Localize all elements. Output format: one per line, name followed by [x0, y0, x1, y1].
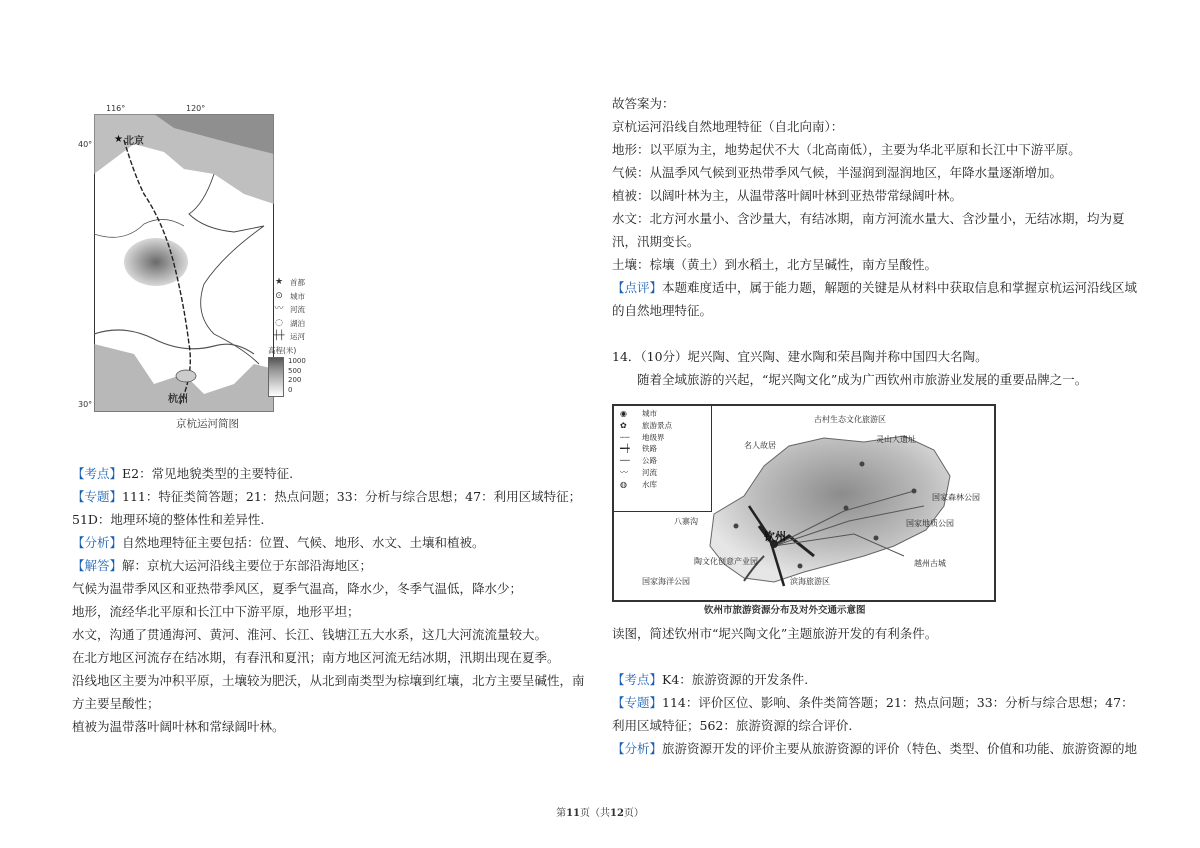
zhuanti-tag: 【专题】 [72, 489, 123, 504]
legend-row-lake [268, 317, 306, 331]
label-forest: 国家森林公园 [932, 493, 980, 502]
city-hangzhou: 杭州 [168, 394, 188, 405]
legend-label: 公路 [642, 456, 657, 466]
footer-post: 页） [623, 808, 644, 819]
dianping-paragraph [612, 276, 1142, 322]
answer-soil: 土壤：棕壤（黄土）到水稻土，北方呈碱性，南方呈酸性。 [612, 257, 938, 272]
label-lingshan: 灵山人遗址 [876, 435, 916, 444]
zhuanti-text-2: 114：评价区位、影响、条件类简答题；21：热点问题；33：分析与综合思想；47：利用区域特征；562：旅游资源的综合评价. [612, 695, 1134, 733]
fenxi-tag-2: 【分析】 [612, 741, 663, 756]
legend-row-boundary [620, 432, 711, 444]
legend-row-scenic [620, 420, 711, 432]
jieda-text: 解：京杭大运河沿线主要位于东部沿海地区； [122, 558, 373, 573]
question-14: 14．（10分）坭兴陶、宜兴陶、建水陶和荣昌陶并称中国四大名陶。 [612, 349, 988, 364]
left-map-legend [268, 276, 306, 397]
label-sea-park: 国家海洋公园 [642, 577, 690, 586]
answer-heading: 京杭运河沿线自然地理特征（自北向南）： [612, 119, 844, 134]
legend-label: 河流 [642, 467, 657, 477]
legend-row-railway [620, 443, 711, 455]
dianping-tag: 【点评】 [612, 280, 663, 295]
kaodian-text: E2：常见地貌类型的主要特征. [122, 466, 294, 481]
legend-label: 城市 [642, 409, 657, 418]
lake-icon: ◌ [275, 317, 283, 328]
kaodian-paragraph [72, 462, 592, 485]
label-ancient-city: 越州古城 [914, 559, 946, 568]
jieda-paragraph [72, 554, 592, 577]
elevation-500: 500 [288, 366, 302, 375]
label-pottery-park: 陶文化创意产业园 [694, 557, 758, 566]
footer-pre: 第 [556, 808, 567, 819]
lon-label-116: 116° [106, 104, 126, 113]
page-number: 11 [566, 808, 580, 819]
legend-label: 铁路 [642, 444, 657, 454]
answer-terrain: 地形：以平原为主，地势起伏不大（北高南低），主要为华北平原和长江中下游平原。 [612, 142, 1081, 157]
legend-row-reservoir [620, 479, 711, 491]
kaodian-paragraph-2 [612, 668, 1142, 691]
star-icon: ★ [274, 277, 284, 287]
legend-label: 首都 [290, 278, 305, 287]
right-map-legend [614, 406, 712, 512]
legend-row-canal [268, 330, 306, 344]
zhuanti-tag-2: 【专题】 [612, 695, 663, 710]
kaodian-tag-2: 【考点】 [612, 672, 663, 687]
kaodian-tag: 【考点】 [72, 466, 123, 481]
vegetation-line: 植被为温带落叶阔叶林和常绿阔叶林。 [72, 719, 285, 734]
elevation-scale [268, 357, 284, 397]
legend-label: 运河 [290, 332, 305, 341]
legend-label: 湖泊 [290, 318, 305, 328]
label-geo: 国家地质公园 [906, 519, 954, 528]
svg-text:★: ★ [114, 134, 123, 145]
right-map-caption: 钦州市旅游资源分布及对外交通示意图 [704, 605, 866, 616]
answer-hydrology: 水文：北方河水量小、含沙量大，有结冰期，南方河流水量大、含沙量小，无结冰期，均为夏汛，汛期变长。 [612, 211, 1125, 249]
city-dot-icon: ⊙ [275, 290, 283, 301]
zhuanti-paragraph-2 [612, 691, 1142, 737]
question-14-prompt: 读图，简述钦州市“坭兴陶文化”主题旅游开发的有利条件。 [612, 626, 938, 641]
freeze-line: 在北方地区河流存在结冰期，有春汛和夏汛；南方地区河流无结冰期，汛期出现在夏季。 [72, 650, 560, 665]
legend-row-city [268, 290, 306, 304]
fenxi-tag: 【分析】 [72, 535, 123, 550]
right-column-lower [612, 622, 1142, 760]
label-qinzhou: 钦州 [764, 530, 786, 543]
footer-mid: 页（共 [580, 808, 610, 819]
legend-row-city [620, 408, 711, 420]
legend-row-river [620, 467, 711, 479]
railway-icon: ━┿ [620, 444, 630, 454]
soil-line: 沿线地区主要为冲积平原，土壤较为肥沃，从北到南类型为棕壤到红壤，北方主要呈碱性，南方主要呈酸性； [72, 673, 585, 711]
zhuanti-text: 111：特征类简答题；21：热点问题；33：分析与综合思想；47：利用区域特征；51D：地理环境的整体性和差异性. [72, 489, 582, 527]
left-map-caption: 京杭运河简图 [176, 418, 239, 430]
elevation-0: 0 [288, 385, 293, 394]
fenxi-text-2: 旅游资源开发的评价主要从旅游资源的评价（特色、类型、价值和功能、旅游资源的地 [662, 741, 1138, 756]
legend-label: 城市 [290, 291, 305, 301]
legend-row-river [268, 303, 306, 317]
question-14-context: 随着全域旅游的兴起，“坭兴陶文化”成为广西钦州市旅游业发展的重要品牌之一。 [637, 372, 1088, 387]
lat-label-40: 40° [78, 140, 93, 149]
legend-label: 河流 [290, 305, 305, 314]
legend-label: 地级界 [642, 432, 665, 442]
answer-vegetation: 植被：以阔叶林为主，从温带落叶阔叶林到亚热带常绿阔叶林。 [612, 188, 963, 203]
fenxi-text: 自然地理特征主要包括：位置、气候、地形、水文、土壤和植被。 [122, 535, 485, 550]
elevation-1000: 1000 [288, 357, 306, 365]
climate-line: 气候为温带季风区和亚热带季风区，夏季气温高，降水少，冬季气温低，降水少； [72, 581, 523, 596]
road-icon: ── [620, 456, 630, 466]
boundary-icon: ┄┄ [620, 432, 630, 442]
canal-icon: ┼┼ [273, 331, 285, 341]
dianping-text: 本题难度适中，属于能力题，解题的关键是从材料中获取信息和掌握京杭运河沿线区域的自然地理特征。 [612, 280, 1138, 318]
label-bay: 滨海旅游区 [790, 577, 830, 586]
jieda-tag: 【解答】 [72, 558, 123, 573]
hydrology-line: 水文，沟通了贯通海河、黄河、淮河、长江、钱塘江五大水系，这几大河流流量较大。 [72, 627, 548, 642]
elevation-title: 高程(米) [268, 345, 297, 355]
map-frame [94, 114, 274, 412]
elevation-200: 200 [288, 376, 302, 384]
qinzhou-tourism-map [612, 404, 996, 602]
reservoir-icon: ◍ [620, 479, 627, 489]
zhuanti-paragraph [72, 485, 592, 531]
answer-intro: 故答案为： [612, 96, 675, 111]
city-icon: ◉ [620, 409, 627, 418]
label-mingren: 名人故居 [744, 441, 776, 450]
answer-climate: 气候：从温季风气候到亚热带季风气候，半湿润到湿润地区，年降水量逐渐增加。 [612, 165, 1063, 180]
label-bazhai: 八寨沟 [674, 517, 698, 526]
river-icon: 〰 [620, 467, 628, 477]
kaodian-text-2: K4：旅游资源的开发条件. [662, 672, 809, 687]
city-beijing: 北京 [124, 136, 144, 147]
label-guchun: 古村生态文化旅游区 [814, 415, 886, 424]
river-icon: 〰 [274, 304, 284, 314]
fenxi-paragraph-2 [612, 737, 1142, 760]
legend-row-capital [268, 276, 306, 290]
scenic-spot-icon: ✿ [620, 420, 627, 430]
right-column [612, 92, 1142, 391]
lon-label-120: 120° [186, 104, 206, 113]
legend-label: 水库 [642, 479, 657, 489]
terrain-line: 地形，流经华北平原和长江中下游平原，地形平坦； [72, 604, 360, 619]
fenxi-paragraph [72, 531, 592, 554]
page-footer [0, 804, 1200, 819]
page-total: 12 [610, 808, 624, 819]
left-column [72, 462, 592, 738]
legend-row-road [620, 455, 711, 467]
legend-label: 旅游景点 [642, 420, 672, 430]
lat-label-30: 30° [78, 400, 93, 409]
